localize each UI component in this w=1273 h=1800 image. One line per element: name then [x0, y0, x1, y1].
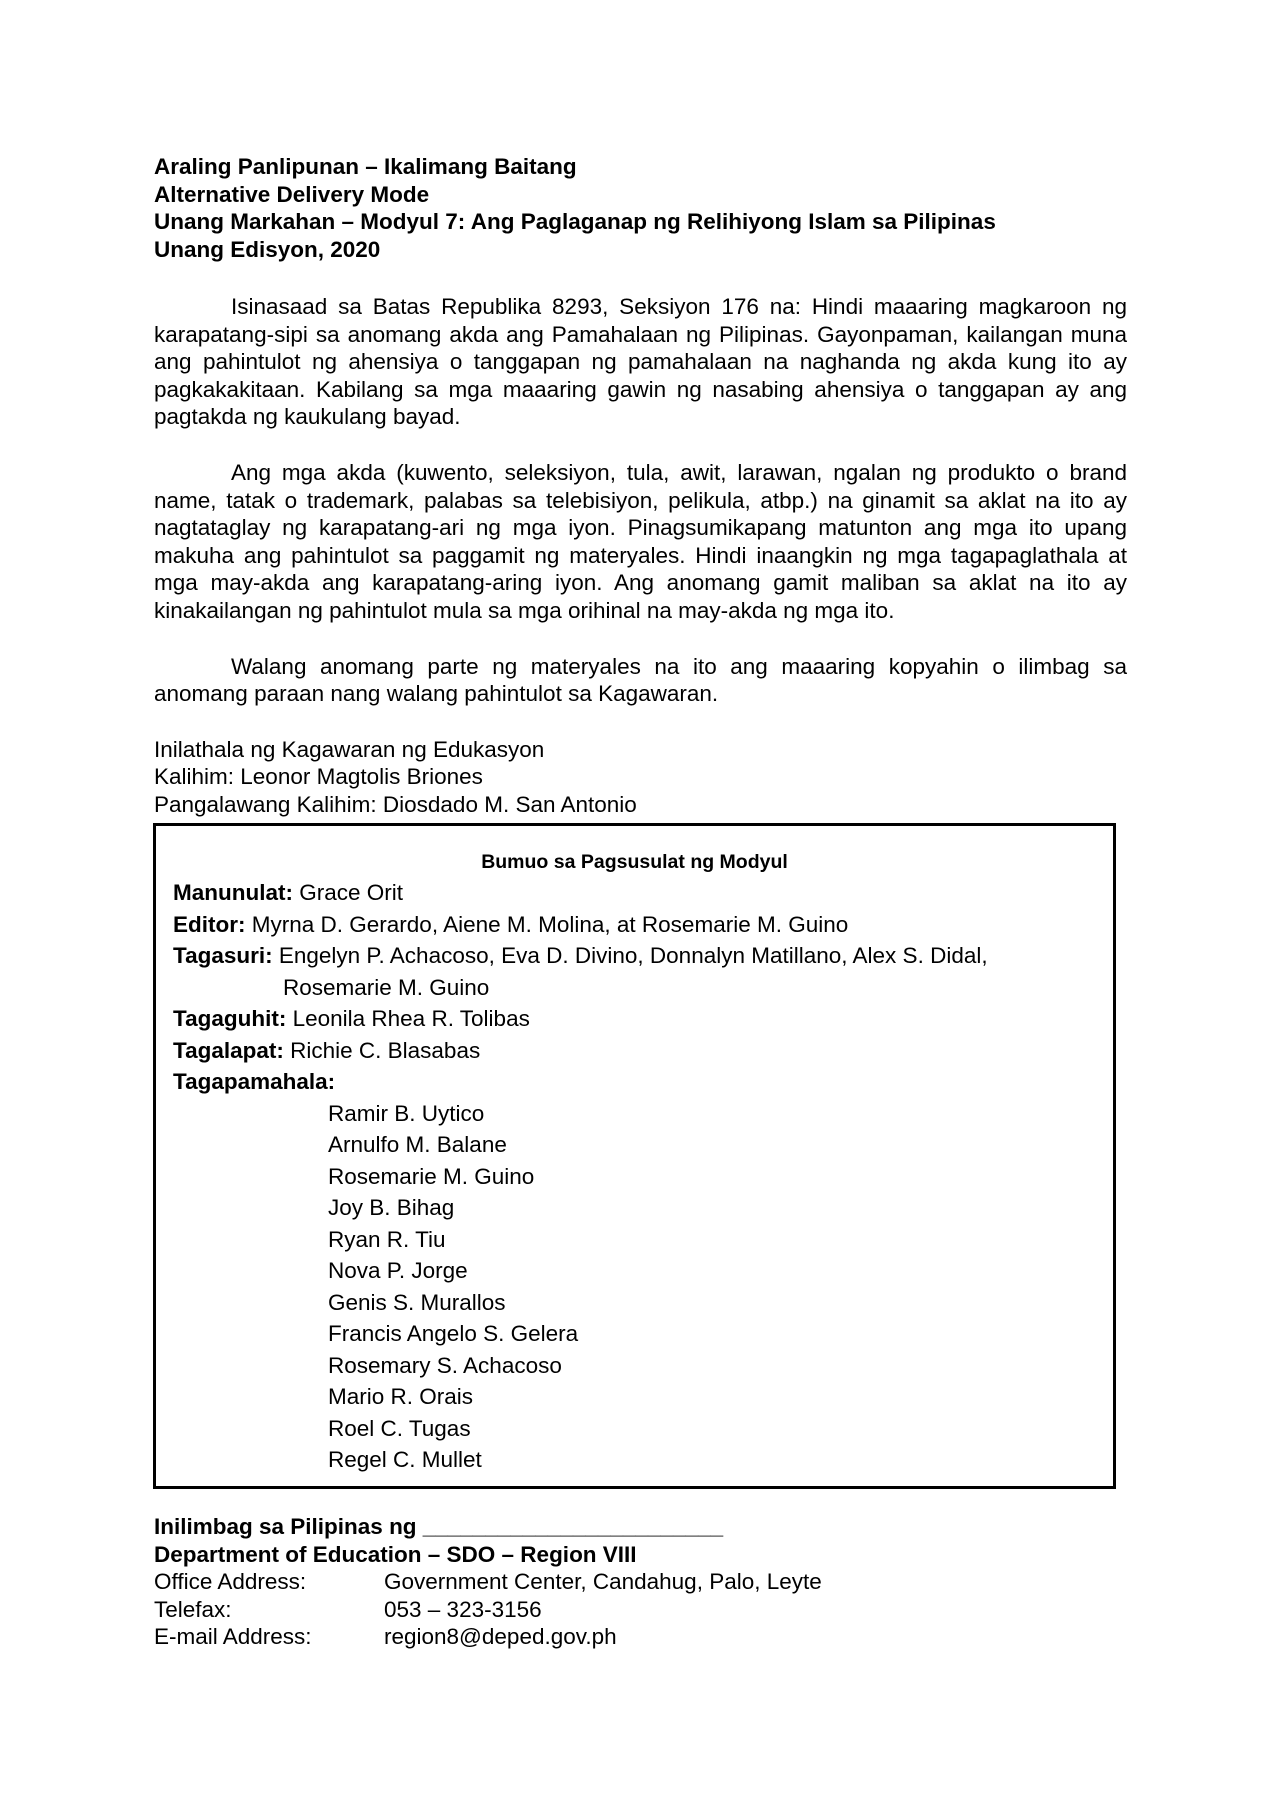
manager-item: Rosemary S. Achacoso: [328, 1352, 562, 1378]
telefax-row: [154, 1596, 1054, 1624]
printing-info: [154, 1513, 1054, 1651]
printed-by: Inilimbag sa Pilipinas ng ________________________: [154, 1514, 724, 1539]
manager-item: Roel C. Tugas: [328, 1415, 471, 1441]
delivery-mode: Alternative Delivery Mode: [154, 181, 430, 207]
paragraph-reproduction: Walang anomang parte ng materyales na ito ang maaaring kopyahin o ilimbag sa anomang paraan nang walang pahintulot sa Kagawaran.: [154, 653, 1127, 707]
office-address-value: Government Center, Candahug, Palo, Leyte: [384, 1569, 822, 1594]
manager-item: Ramir B. Uytico: [328, 1100, 485, 1126]
manager-item: Genis S. Murallos: [328, 1289, 506, 1315]
subject-title: Araling Panlipunan – Ikalimang Baitang: [154, 154, 577, 179]
credits-list: [173, 877, 1103, 1476]
telefax-value: 053 – 323-3156: [384, 1596, 542, 1622]
document-header: [154, 153, 1127, 263]
credit-reviewer: Tagasuri: Engelyn P. Achacoso, Eva D. Divino, Donnalyn Matillano, Alex S. Didal,: [173, 943, 988, 968]
credits-box: [153, 823, 1116, 1489]
manager-item: Rosemarie M. Guino: [328, 1163, 535, 1189]
office-address-label: Office Address:: [154, 1569, 307, 1594]
credit-illustrator: Tagaguhit: Leonila Rhea R. Tolibas: [173, 1006, 530, 1031]
manager-item: Arnulfo M. Balane: [328, 1132, 507, 1157]
email-row: [154, 1623, 1054, 1651]
manager-item: Joy B. Bihag: [328, 1195, 455, 1220]
copyright-page: [154, 153, 1127, 819]
edition: Unang Edisyon, 2020: [154, 236, 381, 262]
credit-writer: Manunulat: Grace Orit: [173, 880, 404, 905]
secretary-line: Kalihim: Leonor Magtolis Briones: [154, 764, 483, 790]
office-address-row: [154, 1568, 1054, 1596]
telefax-label: Telefax:: [154, 1596, 232, 1622]
paragraph-trademarks: Ang mga akda (kuwento, seleksiyon, tula, awit, larawan, ngalan ng produkto o brand name, tatak o trademark, palabas sa telebisiyon, pelikula, atbp.) na ginamit sa aklat na ito ay nagtataglay ng karapatang-ari ng mga iyon. Pinagsumikapang matunton ang mga ito upang makuha ang pahintulot sa paggamit ng materyales. Hindi inaangkin ng mga tagapaglathala at mga may-akda ang karapatang-aring iyon. Ang anomang gamit maliban sa aklat na ito ay kinakailangan ng pahintulot mula sa mga orihinal na may-akda ng mga ito.: [154, 459, 1127, 623]
manager-item: Nova P. Jorge: [328, 1258, 468, 1283]
credit-layout: Tagalapat: Richie C. Blasabas: [173, 1037, 481, 1063]
manager-item: Regel C. Mullet: [328, 1447, 482, 1472]
credit-reviewer-cont: Rosemarie M. Guino: [283, 974, 490, 1000]
credits-title: Bumuo sa Pagsusulat ng Modyul: [481, 851, 788, 873]
manager-item: Mario R. Orais: [328, 1384, 474, 1409]
email-value[interactable]: region8@deped.gov.ph: [384, 1624, 617, 1649]
manager-item: Ryan R. Tiu: [328, 1226, 446, 1252]
credit-editor: Editor: Myrna D. Gerardo, Aiene M. Molina, at Rosemarie M. Guino: [173, 911, 849, 937]
department-name: Department of Education – SDO – Region VIII: [154, 1541, 637, 1567]
manager-item: Francis Angelo S. Gelera: [328, 1321, 579, 1346]
paragraph-copyright: Isinasaad sa Batas Republika 8293, Seksiyon 176 na: Hindi maaaring magkaroon ng karapatang-sipi sa anomang akda ang Pamahalaan ng Pilipinas. Gayonpaman, kailangan muna ang pahintulot ng ahensiya o tanggapan ng pamahalaan na naghanda ng akda kung ito ay pagkakakitaan. Kabilang sa mga maaaring gawin ng nasabing ahensiya o tanggapan ay ang pagtakda ng kaukulang bayad.: [154, 294, 1127, 430]
publisher-line: Inilathala ng Kagawaran ng Edukasyon: [154, 736, 545, 762]
module-title: Unang Markahan – Modyul 7: Ang Paglaganap ng Relihiyong Islam sa Pilipinas: [154, 209, 996, 234]
undersecretary-line: Pangalawang Kalihim: Diosdado M. San Antonio: [154, 791, 637, 817]
publisher-info: [154, 736, 1127, 819]
credit-management: Tagapamahala:: [173, 1069, 336, 1094]
email-label: E-mail Address:: [154, 1624, 312, 1649]
